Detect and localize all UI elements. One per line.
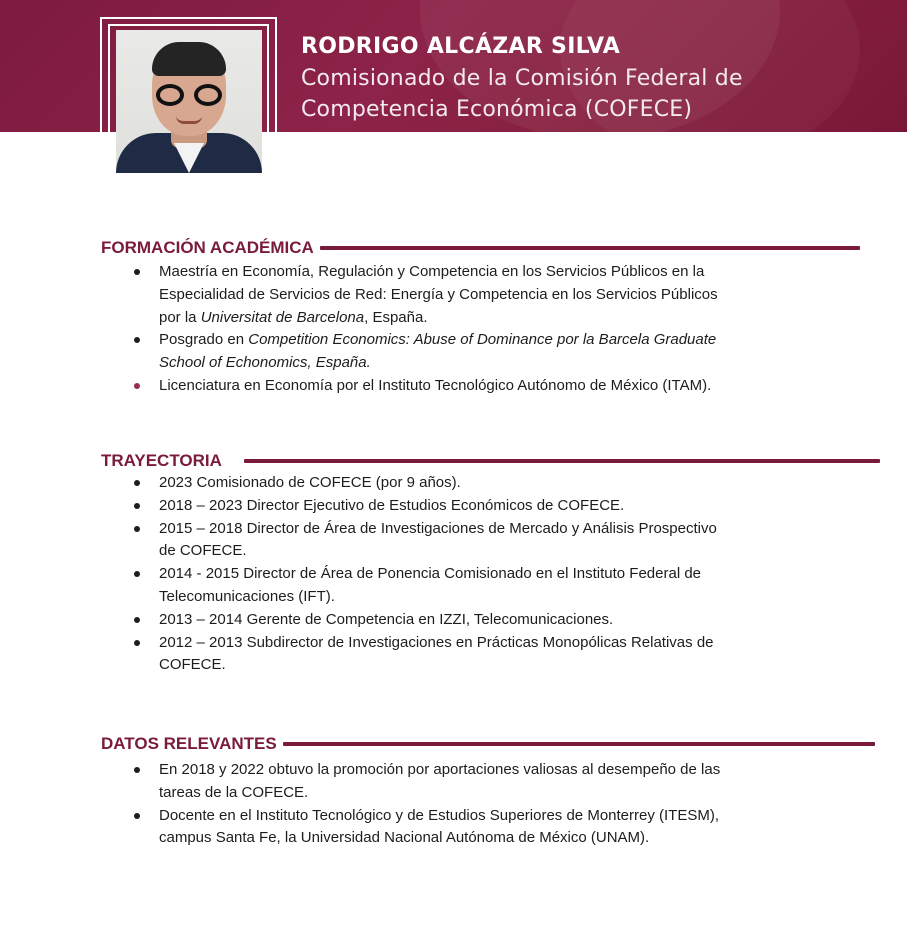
bullet-icon [134,767,140,773]
item-text: por la [159,308,201,326]
bullet-icon [134,617,140,623]
item-line: School of Echonomics, España. [159,354,371,372]
section-rule [283,742,875,746]
photo-hair [152,42,226,76]
formacion-list [131,261,718,398]
section-heading-datos [101,734,875,754]
person-title-line-1: Comisionado de la Comisión Federal de [301,66,743,91]
section-heading-trayectoria [101,451,880,471]
item-text: , España. [364,308,428,326]
photo-smile [176,116,202,124]
bullet-icon [134,503,140,509]
bullet-icon [134,337,140,343]
item-line: En 2018 y 2022 obtuvo la promoción por aportaciones valiosas al desempeño de las [159,761,721,778]
item-line: 2013 – 2014 Gerente de Competencia en IZZI, Telecomunicaciones. [159,610,614,628]
bullet-icon [134,526,140,532]
item-line: Especialidad de Servicios de Red: Energía y Competencia en los Servicios Públicos [159,285,718,303]
person-title-line-2: Competencia Económica (COFECE) [301,97,693,122]
profile-photo [116,30,262,173]
item-line: tareas de la COFECE. [159,783,309,801]
item-line: Telecomunicaciones (IFT). [159,587,335,605]
item-line: 2023 Comisionado de COFECE (por 9 años). [159,474,461,491]
section-heading-formacion [101,238,860,258]
section-title: TRAYECTORIA [101,451,222,470]
item-line: de COFECE. [159,542,247,560]
item-line: campus Santa Fe, la Universidad Nacional Autónoma de México (UNAM). [159,829,650,847]
datos-list [131,759,720,850]
item-line: 2015 – 2018 Director de Área de Investigaciones de Mercado y Análisis Prospectivo [159,519,717,537]
list-item [131,375,718,398]
item-line: 2018 – 2023 Director Ejecutivo de Estudios Económicos de COFECE. [159,496,625,514]
item-line: 2014 - 2015 Director de Área de Ponencia Comisionado en el Instituto Federal de [159,565,701,583]
item-line [159,329,718,352]
section-title: FORMACIÓN ACADÉMICA [101,238,314,257]
item-line: Maestría en Economía, Regulación y Competencia en los Servicios Públicos en la [159,263,705,280]
item-line: Licenciatura en Economía por el Instituto Tecnológico Autónomo de México (ITAM). [159,376,712,394]
list-item [131,329,718,375]
list-item [131,261,718,329]
university-name: Universitat de Barcelona [200,308,365,326]
item-line [159,307,718,330]
list-item [131,805,720,851]
list-item [131,609,717,632]
item-line: COFECE. [159,656,226,674]
list-item [131,563,717,609]
bullet-icon [134,480,140,486]
person-name: RODRIGO ALCÁZAR SILVA [301,34,621,59]
list-item [131,518,717,564]
bullet-icon [134,571,140,577]
bullet-icon [134,383,140,389]
list-item [131,495,717,518]
photo-glasses [156,84,222,106]
list-item [131,759,720,805]
item-line: Docente en el Instituto Tecnológico y de Estudios Superiores de Monterrey (ITESM), [159,806,720,824]
bullet-icon [134,269,140,275]
section-title: DATOS RELEVANTES [101,734,277,753]
section-rule [320,246,860,250]
item-text: Posgrado en [159,331,249,349]
item-line: 2012 – 2013 Subdirector de Investigaciones en Prácticas Monopólicas Relativas de [159,633,714,651]
program-name: Competition Economics: Abuse of Dominance por la Barcela Graduate [248,331,717,349]
list-item [131,472,717,495]
section-rule [244,459,880,463]
list-item [131,632,717,678]
bullet-icon [134,640,140,646]
trayectoria-list [131,472,717,677]
bullet-icon [134,813,140,819]
